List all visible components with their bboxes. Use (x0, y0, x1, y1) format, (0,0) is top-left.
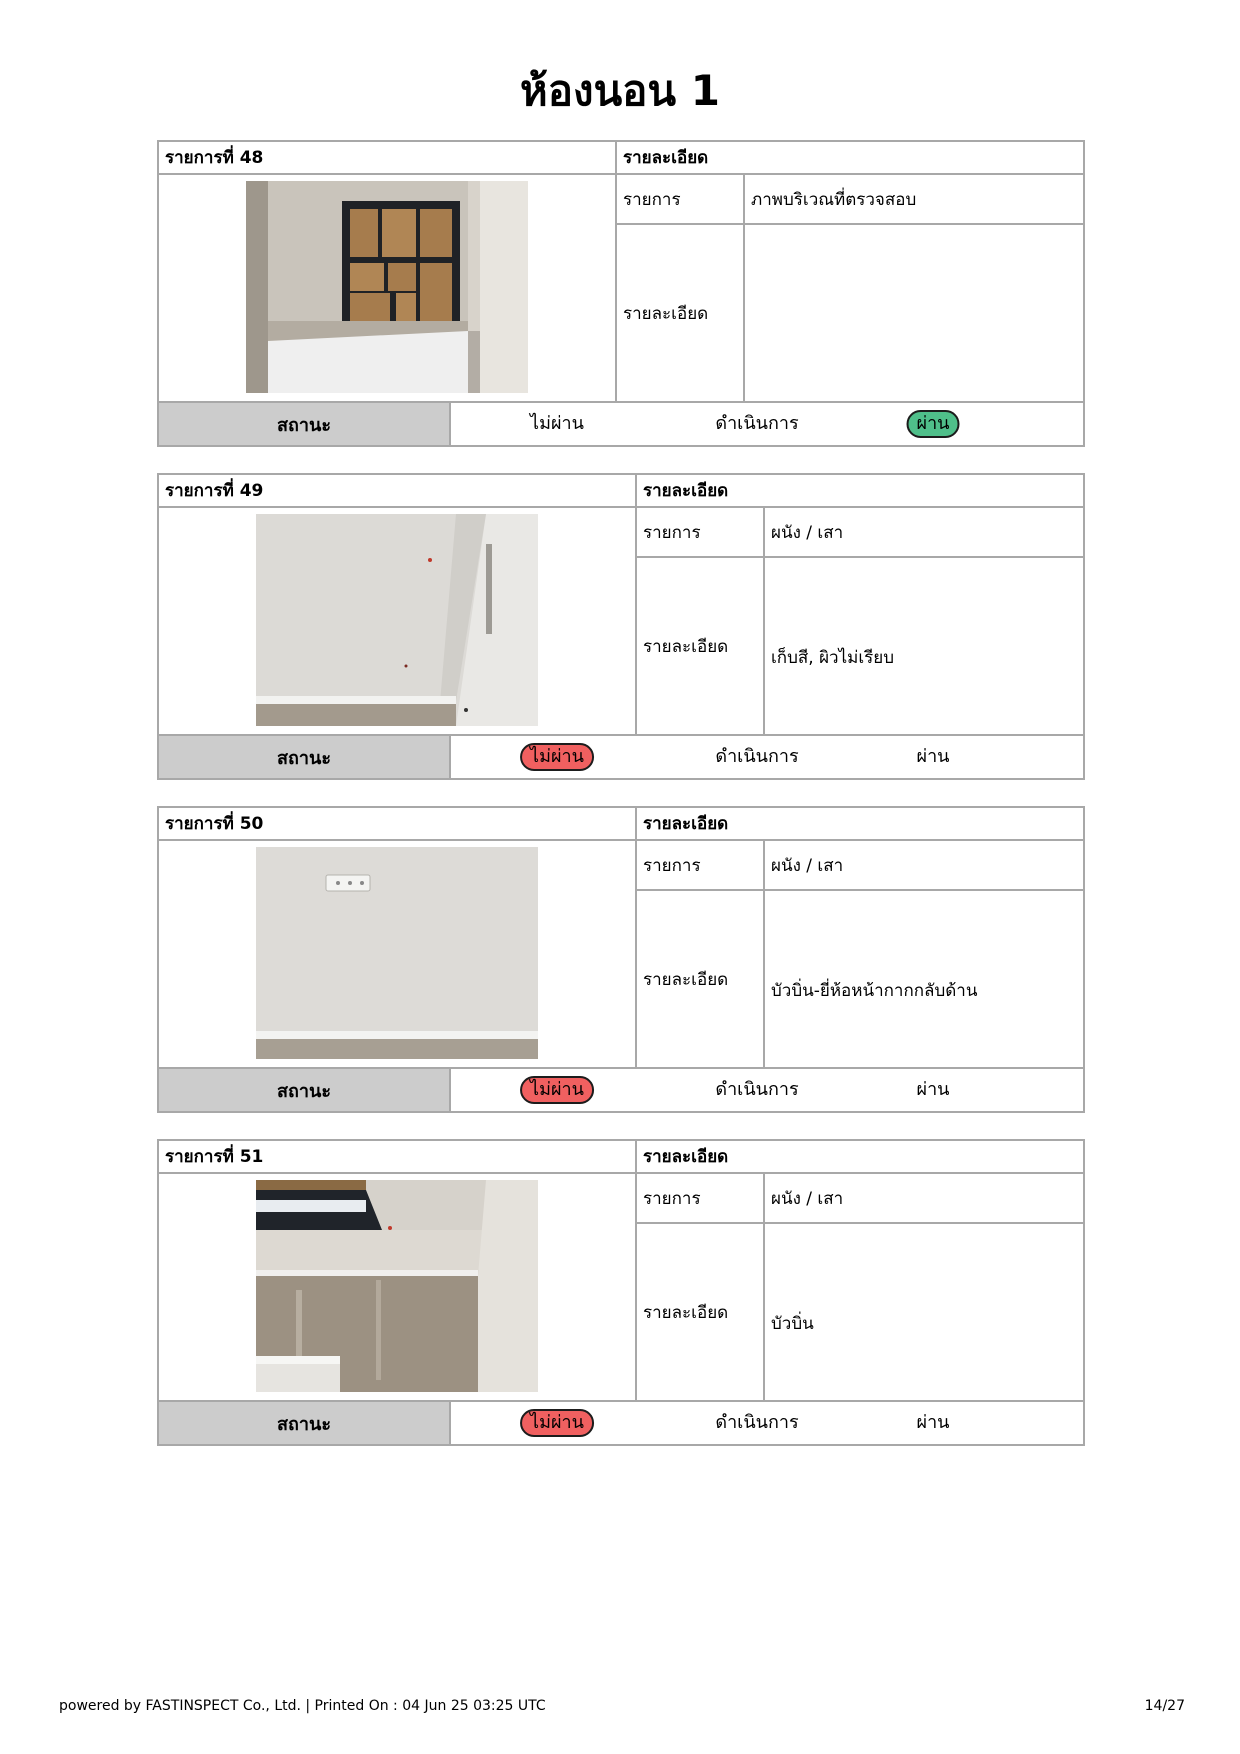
detail-row-detail (637, 558, 1083, 734)
item-number: รายการที่ 48 (159, 142, 617, 173)
status-label: สถานะ (159, 1069, 451, 1111)
item-number: รายการที่ 49 (159, 475, 637, 506)
detail-value: บัวบิ่น-ยี่ห้อหน้ากากกลับด้าน (771, 980, 978, 1001)
page-number: 14/27 (1144, 1698, 1185, 1714)
item-number: รายการที่ 50 (159, 808, 637, 839)
item-label: รายการ (637, 841, 765, 889)
status-in-progress-option[interactable]: ดำเนินการ (715, 1079, 799, 1100)
status-row (159, 1069, 1083, 1111)
status-options (451, 1402, 1083, 1444)
card-body (159, 841, 1083, 1069)
wall-outlet-photo[interactable] (256, 847, 538, 1059)
detail-header: รายละเอียด (643, 481, 729, 501)
status-row (159, 736, 1083, 778)
inspection-card (157, 1139, 1085, 1446)
photo-cell (159, 1174, 637, 1400)
status-fail-option[interactable]: ไม่ผ่าน (530, 413, 584, 434)
wall-ceiling-photo[interactable] (256, 1180, 538, 1392)
status-options (451, 736, 1083, 778)
photo-cell (159, 841, 637, 1067)
detail-label: รายละเอียด (637, 558, 765, 734)
photo-cell (159, 508, 637, 734)
status-options (451, 1069, 1083, 1111)
item-number: รายการที่ 51 (159, 1141, 637, 1172)
status-options (451, 403, 1083, 445)
inspection-card (157, 140, 1085, 447)
detail-value: เก็บสี, ผิวไม่เรียบ (771, 647, 895, 668)
detail-header: รายละเอียด (643, 814, 729, 834)
item-value: ผนัง / เสา (771, 522, 844, 543)
item-label: รายการ (617, 175, 745, 223)
wall-corner-photo[interactable] (256, 514, 538, 726)
card-body (159, 508, 1083, 736)
status-pass-option[interactable]: ผ่าน (916, 746, 950, 767)
detail-row-detail (637, 1224, 1083, 1400)
status-pass-option[interactable]: ผ่าน (916, 1412, 950, 1433)
photo-cell (159, 175, 617, 401)
detail-row-item (617, 175, 1083, 225)
detail-label: รายละเอียด (617, 225, 745, 401)
card-body (159, 175, 1083, 403)
detail-label: รายละเอียด (637, 1224, 765, 1400)
detail-cell (637, 1174, 1083, 1400)
detail-cell (637, 508, 1083, 734)
card-header (159, 808, 1083, 841)
status-fail-option[interactable]: ไม่ผ่าน (520, 1076, 594, 1104)
status-label: สถานะ (159, 1402, 451, 1444)
detail-row-item (637, 841, 1083, 891)
detail-header: รายละเอียด (643, 1147, 729, 1167)
detail-row-item (637, 1174, 1083, 1224)
card-header (159, 475, 1083, 508)
detail-row-detail (637, 891, 1083, 1067)
card-header (159, 142, 1083, 175)
item-label: รายการ (637, 508, 765, 556)
status-in-progress-option[interactable]: ดำเนินการ (715, 413, 799, 434)
item-value: ผนัง / เสา (771, 855, 844, 876)
detail-value (745, 225, 1083, 401)
status-in-progress-option[interactable]: ดำเนินการ (715, 1412, 799, 1433)
footer-credit: powered by FASTINSPECT Co., Ltd. | Printed On : 04 Jun 25 03:25 UTC (59, 1698, 546, 1714)
status-fail-option[interactable]: ไม่ผ่าน (520, 743, 594, 771)
status-in-progress-option[interactable]: ดำเนินการ (715, 746, 799, 767)
status-fail-option[interactable]: ไม่ผ่าน (520, 1409, 594, 1437)
bedroom-window-photo[interactable] (246, 181, 528, 393)
detail-value: บัวบิ่น (771, 1313, 814, 1334)
status-label: สถานะ (159, 736, 451, 778)
page-title: ห้องนอน 1 (520, 66, 720, 115)
item-value: ภาพบริเวณที่ตรวจสอบ (751, 189, 917, 210)
detail-label: รายละเอียด (637, 891, 765, 1067)
detail-row-item (637, 508, 1083, 558)
detail-header: รายละเอียด (623, 148, 709, 168)
item-value: ผนัง / เสา (771, 1188, 844, 1209)
status-label: สถานะ (159, 403, 451, 445)
detail-row-detail (617, 225, 1083, 401)
inspection-card (157, 473, 1085, 780)
status-pass-option[interactable]: ผ่าน (907, 410, 960, 438)
status-row (159, 403, 1083, 445)
card-header (159, 1141, 1083, 1174)
detail-cell (617, 175, 1083, 401)
inspection-card (157, 806, 1085, 1113)
status-pass-option[interactable]: ผ่าน (916, 1079, 950, 1100)
status-row (159, 1402, 1083, 1444)
detail-cell (637, 841, 1083, 1067)
card-body (159, 1174, 1083, 1402)
item-label: รายการ (637, 1174, 765, 1222)
